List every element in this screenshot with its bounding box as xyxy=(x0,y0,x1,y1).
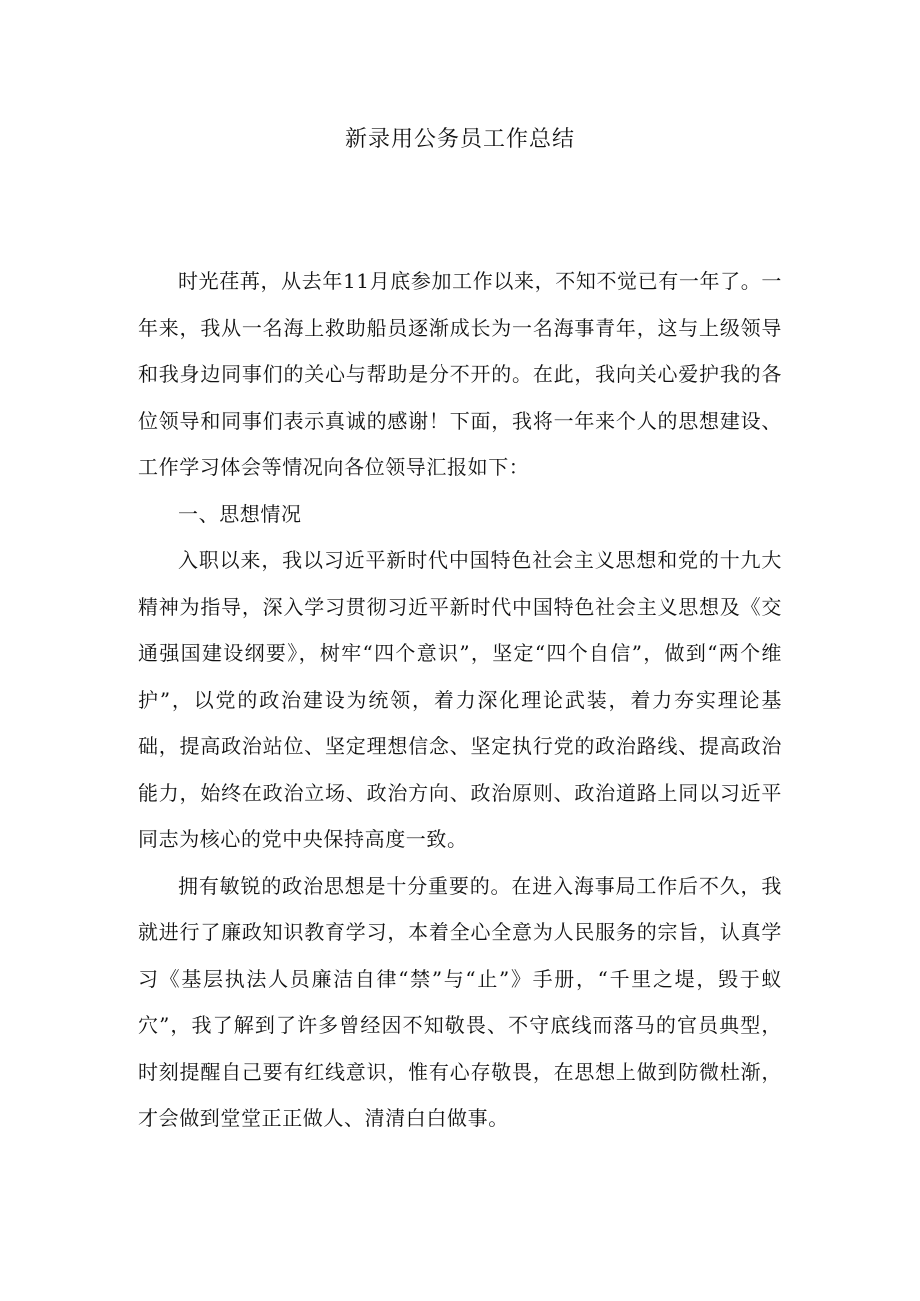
paragraph-integrity: 拥有敏锐的政治思想是十分重要的。在进入海事局工作后不久，我就进行了廉政知识教育学习，本着全心全意为人民服务的宗旨，认真学习《基层执法人员廉洁自律“禁”与“止”》手册，“千里之堤，毁于蚁穴”，我了解到了许多曾经因不知敬畏、不守底线而落马的官员典型，时刻提醒自己要有红线意识，惟有心存敬畏，在思想上做到防微杜渐，才会做到堂堂正正做人、清清白白做事。 xyxy=(138,873,782,1130)
document-body xyxy=(138,258,782,1142)
paragraph-intro: 时光荏苒，从去年11月底参加工作以来，不知不觉已有一年了。一年来，我从一名海上救助船员逐渐成长为一名海事青年，这与上级领导和我身边同事们的关心与帮助是分不开的。在此，我向关心爱护我的各位领导和同事们表示真诚的感谢！下面，我将一年来个人的思想建设、工作学习体会等情况向各位领导汇报如下： xyxy=(138,269,782,479)
section-heading-thought: 一、思想情况 xyxy=(178,501,302,526)
document-title: 新录用公务员工作总结 xyxy=(344,127,575,152)
paragraph-thought-study: 入职以来，我以习近平新时代中国特色社会主义思想和党的十九大精神为指导，深入学习贯彻习近平新时代中国特色社会主义思想及《交通强国建设纲要》，树牢“四个意识”，坚定“四个自信”，做到“两个维护”，以党的政治建设为统领，着力深化理论武装，着力夯实理论基础，提高政治站位、坚定理想信念、坚定执行党的政治路线、提高政治能力，始终在政治立场、政治方向、政治原则、政治道路上同以习近平同志为核心的党中央保持高度一致。 xyxy=(138,548,782,851)
